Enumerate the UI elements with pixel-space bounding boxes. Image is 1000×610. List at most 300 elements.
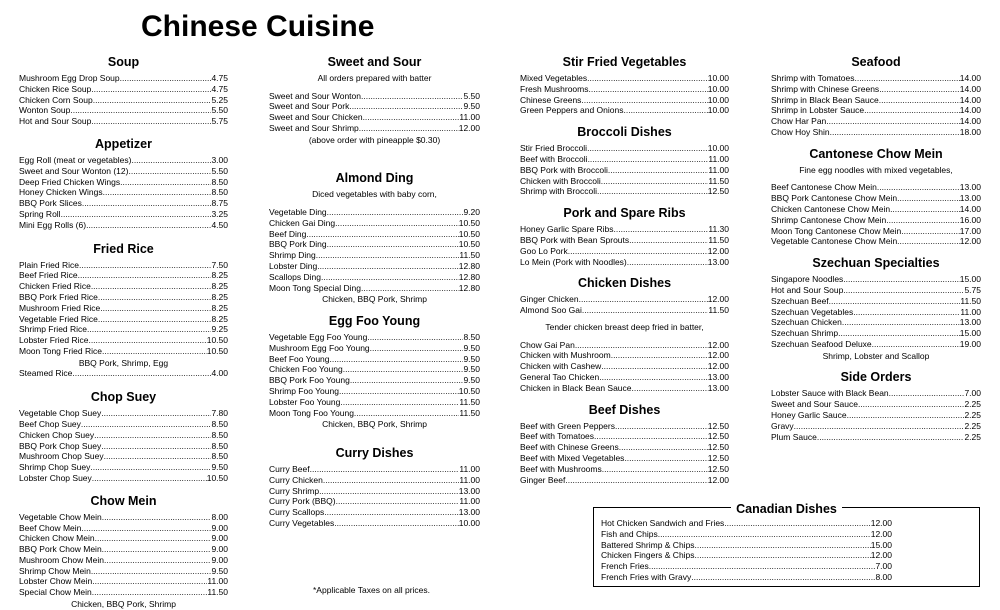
dot-leader xyxy=(349,101,463,112)
item-price: 18.00 xyxy=(959,126,981,137)
item-price: 11.30 xyxy=(708,224,729,235)
dot-leader xyxy=(565,475,707,486)
menu-column-1 xyxy=(19,55,228,610)
item-price: 11.50 xyxy=(459,396,480,407)
item-name: Hot and Sour Soup xyxy=(19,116,92,127)
item-price: 17.00 xyxy=(959,225,981,236)
dot-leader xyxy=(886,215,959,226)
menu-item xyxy=(520,105,729,116)
menu-item xyxy=(19,451,228,462)
item-name: Egg Roll (meat or vegetables) xyxy=(19,154,132,165)
item-name: Spring Roll xyxy=(19,208,61,219)
note-line: Chicken, BBQ Pork, Shrimp xyxy=(322,419,427,430)
canadian-items xyxy=(601,518,892,583)
dot-leader xyxy=(87,324,211,335)
dot-leader xyxy=(594,431,708,442)
menu-item xyxy=(520,143,729,154)
section-title: Chow Mein xyxy=(90,493,157,508)
item-price: 7.00 xyxy=(964,388,981,399)
item-name: Sweet and Sour Wonton xyxy=(269,90,361,101)
item-price: 12.00 xyxy=(707,350,729,361)
item-price: 12.00 xyxy=(707,245,729,256)
dot-leader xyxy=(359,123,459,134)
item-price: 2.25 xyxy=(964,399,981,410)
dot-leader xyxy=(100,303,211,314)
dot-leader xyxy=(82,198,212,209)
item-name: Almond Soo Gai xyxy=(520,305,582,316)
menu-section xyxy=(520,55,729,116)
dot-leader xyxy=(93,95,212,106)
item-price: 12.00 xyxy=(707,294,729,305)
item-name: Sweet and Sour Wonton (12) xyxy=(19,165,129,176)
dot-leader xyxy=(581,95,707,106)
menu-item xyxy=(771,215,981,226)
note-line: Fine egg noodles with mixed vegetables, xyxy=(799,164,953,175)
item-price: 11.00 xyxy=(459,474,480,485)
dot-leader xyxy=(354,408,459,419)
menu-item xyxy=(520,294,729,305)
dot-leader xyxy=(897,236,960,247)
item-price: 9.25 xyxy=(211,324,228,335)
item-price: 15.00 xyxy=(959,274,981,285)
item-price: 4.50 xyxy=(211,219,228,230)
item-name: Shrimp Ding xyxy=(269,250,316,261)
item-name: Chicken with Cashew xyxy=(520,361,602,372)
dot-leader xyxy=(310,464,460,475)
item-price: 14.00 xyxy=(959,73,981,83)
item-name: Plain Fried Rice xyxy=(19,259,79,270)
dot-leader xyxy=(847,410,965,421)
menu-item xyxy=(19,292,228,303)
menu-item xyxy=(19,105,228,116)
dot-leader xyxy=(568,246,708,257)
item-name: Stir Fried Broccoli xyxy=(520,143,588,154)
item-price: 10.00 xyxy=(707,143,729,154)
dot-leader xyxy=(94,430,211,441)
menu-section xyxy=(771,55,981,138)
dot-leader xyxy=(579,294,708,305)
menu-item xyxy=(520,464,729,475)
dot-leader xyxy=(340,397,459,408)
item-name: Vegetable Fried Rice xyxy=(19,313,98,324)
item-name: Mini Egg Rolls (6) xyxy=(19,219,87,230)
item-name: Curry Vegetables xyxy=(269,517,335,528)
menu-item xyxy=(269,386,480,397)
menu-section xyxy=(520,125,729,197)
dot-leader xyxy=(335,218,459,229)
item-price: 11.50 xyxy=(708,305,729,316)
item-price: 8.25 xyxy=(211,302,228,313)
item-name: Curry Chicken xyxy=(269,474,323,485)
item-price: 9.50 xyxy=(211,462,228,473)
menu-item xyxy=(520,431,729,442)
item-name: Goo Lo Pork xyxy=(520,245,568,256)
menu-item xyxy=(269,464,480,475)
menu-section xyxy=(19,390,228,484)
menu-item xyxy=(771,421,981,432)
dot-leader xyxy=(582,305,708,316)
menu-column-2 xyxy=(269,55,480,529)
item-price: 7.50 xyxy=(211,259,228,270)
dot-leader xyxy=(588,154,709,165)
dot-leader xyxy=(627,257,708,268)
item-price: 8.25 xyxy=(211,313,228,324)
item-name: Chicken Chow Mein xyxy=(19,533,95,544)
menu-item xyxy=(520,421,729,432)
item-name: Beef Foo Young xyxy=(269,353,330,364)
item-price: 11.00 xyxy=(459,496,480,507)
dot-leader xyxy=(853,307,960,318)
dot-leader xyxy=(327,239,459,250)
item-name: Beef Chop Suey xyxy=(19,418,81,429)
item-price: 4.75 xyxy=(211,73,228,83)
menu-item xyxy=(520,165,729,176)
item-price: 11.00 xyxy=(708,164,729,175)
item-price: 12.50 xyxy=(707,420,729,431)
menu-item xyxy=(19,166,228,177)
item-price: 11.00 xyxy=(459,463,480,474)
item-name: Chicken Rice Soup xyxy=(19,83,92,94)
menu-item xyxy=(19,220,228,231)
menu-item xyxy=(19,368,228,379)
item-name: French Fries with Gravy xyxy=(601,571,692,582)
item-name: BBQ Pork Ding xyxy=(269,239,327,250)
dot-leader xyxy=(128,166,211,177)
item-price: 16.00 xyxy=(959,214,981,225)
dot-leader xyxy=(324,507,458,518)
item-name: BBQ Pork Chow Mein xyxy=(19,544,102,555)
note-line: Diced vegetables with baby corn, xyxy=(312,189,437,200)
menu-item xyxy=(520,361,729,372)
item-name: Szechuan Beef xyxy=(771,295,829,306)
menu-item xyxy=(269,332,480,343)
section-title: Egg Foo Young xyxy=(328,313,421,328)
item-price: 10.50 xyxy=(206,335,228,346)
menu-item xyxy=(269,261,480,272)
item-price: 4.00 xyxy=(211,368,228,379)
item-price: 11.00 xyxy=(459,112,480,123)
note-line: Chicken, BBQ Pork, Shrimp xyxy=(71,599,176,610)
item-name: Lobster Ding xyxy=(269,260,318,271)
section-title: Chop Suey xyxy=(90,390,157,405)
menu-item xyxy=(269,408,480,419)
item-price: 14.00 xyxy=(959,203,981,214)
item-name: Chicken Chop Suey xyxy=(19,429,95,440)
item-price: 10.00 xyxy=(707,73,729,83)
item-price: 12.50 xyxy=(707,431,729,442)
section-note xyxy=(269,419,480,430)
note-line: All orders prepared with batter xyxy=(317,73,432,83)
item-price: 12.80 xyxy=(458,282,480,293)
item-price: 19.00 xyxy=(959,338,981,349)
menu-item xyxy=(19,523,228,534)
item-price: 8.50 xyxy=(211,176,228,187)
dot-leader xyxy=(872,339,960,350)
item-name: Shrimp in Black Bean Sauce xyxy=(771,94,879,105)
item-price: 5.50 xyxy=(463,90,480,101)
item-price: 12.50 xyxy=(707,442,729,453)
dot-leader xyxy=(350,375,464,386)
menu-item xyxy=(269,475,480,486)
item-price: 5.50 xyxy=(211,165,228,176)
item-price: 11.50 xyxy=(207,587,228,598)
dot-leader xyxy=(306,229,458,240)
menu-section xyxy=(19,242,228,380)
section-title: Cantonese Chow Mein xyxy=(809,146,943,161)
dot-leader xyxy=(897,193,960,204)
item-name: Mushroom Egg Foo Young xyxy=(269,342,370,353)
menu-item xyxy=(19,187,228,198)
menu-item xyxy=(19,566,228,577)
dot-leader xyxy=(623,105,707,116)
tax-footnote: *Applicable Taxes on all prices. xyxy=(313,585,431,595)
menu-item xyxy=(19,419,228,430)
dot-leader xyxy=(901,226,959,237)
menu-item xyxy=(771,116,981,127)
menu-section xyxy=(771,147,981,247)
canadian-dishes-box xyxy=(593,502,980,587)
item-price: 14.00 xyxy=(959,83,981,94)
item-price: 12.80 xyxy=(458,260,480,271)
dot-leader xyxy=(327,207,464,218)
dot-leader xyxy=(658,529,871,540)
item-name: Szechuan Chicken xyxy=(771,317,842,328)
dot-leader xyxy=(103,187,212,198)
item-name: Beef Cantonese Chow Mein xyxy=(771,182,877,193)
item-price: 11.00 xyxy=(207,576,228,587)
menu-item xyxy=(601,561,892,572)
menu-item xyxy=(520,453,729,464)
item-price: 14.00 xyxy=(959,94,981,105)
menu-item xyxy=(771,296,981,307)
menu-item xyxy=(19,314,228,325)
item-price: 13.00 xyxy=(959,317,981,328)
menu-item xyxy=(601,529,892,540)
item-name: Vegetable Chop Suey xyxy=(19,408,102,419)
dot-leader xyxy=(79,260,211,271)
menu-item xyxy=(19,441,228,452)
dot-leader xyxy=(120,73,212,84)
item-price: 12.50 xyxy=(707,186,729,197)
dot-leader xyxy=(864,105,960,116)
dot-leader xyxy=(61,209,212,220)
menu-item xyxy=(520,372,729,383)
item-name: Mushroom Fried Rice xyxy=(19,302,101,313)
section-title: Szechuan Specialties xyxy=(812,256,940,271)
item-price: 10.00 xyxy=(707,94,729,105)
dot-leader xyxy=(794,421,965,432)
item-price: 13.00 xyxy=(959,182,981,193)
section-title: Curry Dishes xyxy=(335,445,414,460)
item-name: Battered Shrimp & Chips xyxy=(601,539,695,550)
item-name: Steamed Rice xyxy=(19,368,73,379)
item-price: 10.50 xyxy=(458,239,480,250)
menu-item xyxy=(19,408,228,419)
section-title: Chicken Dishes xyxy=(577,276,672,291)
menu-item xyxy=(269,364,480,375)
item-name: Lobster Chow Mein xyxy=(19,576,93,587)
menu-item xyxy=(19,555,228,566)
menu-item xyxy=(601,572,892,583)
section-title: Stir Fried Vegetables xyxy=(562,55,687,69)
item-name: Shrimp Chop Suey xyxy=(19,462,91,473)
dot-leader xyxy=(131,155,211,166)
menu-item xyxy=(269,250,480,261)
menu-item xyxy=(601,518,892,529)
menu-item xyxy=(19,430,228,441)
item-name: Curry Scallops xyxy=(269,507,325,518)
dot-leader xyxy=(838,328,960,339)
item-name: Moon Tong Foo Young xyxy=(269,407,354,418)
dot-leader xyxy=(370,343,464,354)
item-name: BBQ Pork Slices xyxy=(19,198,82,209)
dot-leader xyxy=(72,368,211,379)
item-name: Moon Tong Fried Rice xyxy=(19,345,102,356)
item-name: Hot and Sour Soup xyxy=(771,284,844,295)
menu-item xyxy=(771,274,981,285)
item-price: 9.50 xyxy=(211,565,228,576)
item-name: Vegetable Cantonese Chow Mein xyxy=(771,236,898,247)
item-price: 9.50 xyxy=(463,101,480,112)
menu-item xyxy=(269,486,480,497)
item-name: Shrimp Chow Mein xyxy=(19,565,91,576)
item-name: Beef with Tomatoes xyxy=(520,431,595,442)
item-name: Lobster Chop Suey xyxy=(19,472,92,483)
section-note xyxy=(771,351,981,362)
menu-item xyxy=(771,105,981,116)
menu-item xyxy=(771,84,981,95)
item-name: BBQ Pork Cantonese Chow Mein xyxy=(771,193,898,204)
item-price: 2.25 xyxy=(964,420,981,431)
dot-leader xyxy=(842,317,960,328)
dot-leader xyxy=(629,235,708,246)
item-price: 10.00 xyxy=(707,105,729,116)
dot-leader xyxy=(601,361,707,372)
item-name: BBQ Pork with Broccoli xyxy=(520,164,608,175)
item-name: Szechuan Vegetables xyxy=(771,306,854,317)
dot-leader xyxy=(91,566,212,577)
item-name: Curry Shrimp xyxy=(269,485,320,496)
item-name: Honey Garlic Sauce xyxy=(771,409,847,420)
item-price: 12.00 xyxy=(870,550,892,561)
dot-leader xyxy=(98,314,212,325)
dot-leader xyxy=(614,224,709,235)
menu-item xyxy=(771,339,981,350)
dot-leader xyxy=(321,272,459,283)
item-name: Lo Mein (Pork with Noodles) xyxy=(520,256,627,267)
item-name: General Tao Chicken xyxy=(520,371,600,382)
item-price: 9.00 xyxy=(211,544,228,555)
item-name: Honey Chicken Wings xyxy=(19,187,103,198)
menu-item xyxy=(19,512,228,523)
item-price: 8.50 xyxy=(211,429,228,440)
item-price: 4.75 xyxy=(211,83,228,94)
menu-item xyxy=(19,576,228,587)
item-name: Shrimp with Broccoli xyxy=(520,186,597,197)
item-name: BBQ Pork with Bean Sprouts xyxy=(520,234,630,245)
menu-item xyxy=(269,112,480,123)
menu-item xyxy=(19,533,228,544)
item-price: 9.50 xyxy=(463,353,480,364)
section-note xyxy=(269,135,480,146)
menu-item xyxy=(269,283,480,294)
menu-item xyxy=(269,496,480,507)
item-name: Moon Tong Cantonese Chow Mein xyxy=(771,225,902,236)
item-name: Fresh Mushrooms xyxy=(520,83,589,94)
menu-item xyxy=(771,388,981,399)
dot-leader xyxy=(649,561,876,572)
section-title-wrap xyxy=(594,500,979,518)
item-name: Beef with Broccoli xyxy=(520,153,588,164)
note-line: BBQ Pork, Shrimp, Egg xyxy=(78,357,169,368)
dot-leader xyxy=(92,576,207,587)
note-line: Tender chicken breast deep fried in batter, xyxy=(545,321,704,332)
dot-leader xyxy=(843,274,959,285)
item-name: Shrimp Cantonese Chow Mein xyxy=(771,214,887,225)
menu-item xyxy=(771,127,981,138)
menu-item xyxy=(19,270,228,281)
item-price: 11.50 xyxy=(459,407,480,418)
menu-section xyxy=(19,137,228,231)
item-price: 3.00 xyxy=(211,154,228,165)
section-title: Pork and Spare Ribs xyxy=(563,206,686,221)
section-title: Almond Ding xyxy=(335,171,414,186)
item-name: Ginger Chicken xyxy=(520,294,579,305)
item-name: Green Peppers and Onions xyxy=(520,105,624,116)
item-price: 12.80 xyxy=(458,271,480,282)
menu-item xyxy=(269,101,480,112)
item-name: Beef Chow Mein xyxy=(19,522,82,533)
dot-leader xyxy=(81,523,211,534)
dot-leader xyxy=(575,340,708,351)
item-price: 11.50 xyxy=(708,234,729,245)
item-price: 9.00 xyxy=(211,522,228,533)
menu-item xyxy=(19,177,228,188)
dot-leader xyxy=(343,364,464,375)
note-line: Shrimp, Lobster and Scallop xyxy=(822,350,930,361)
section-note xyxy=(520,322,729,333)
dot-leader xyxy=(86,220,211,231)
item-price: 10.00 xyxy=(707,83,729,94)
item-name: Sweet and Sour Sauce xyxy=(771,399,858,410)
menu-item xyxy=(520,442,729,453)
item-name: BBQ Pork Foo Young xyxy=(269,375,350,386)
menu-item xyxy=(19,95,228,106)
item-price: 9.20 xyxy=(463,206,480,217)
menu-item xyxy=(520,224,729,235)
item-name: French Fries xyxy=(601,561,649,572)
item-price: 5.75 xyxy=(964,284,981,295)
section-note xyxy=(269,294,480,305)
item-name: Sweet and Sour Shrimp xyxy=(269,122,359,133)
menu-item xyxy=(520,383,729,394)
item-price: 11.50 xyxy=(708,175,729,186)
menu-item xyxy=(771,204,981,215)
item-price: 9.50 xyxy=(463,375,480,386)
menu-section xyxy=(520,403,729,486)
menu-item xyxy=(520,186,729,197)
note-line: (above order with pineapple $0.30) xyxy=(308,134,441,145)
dot-leader xyxy=(336,496,460,507)
menu-item xyxy=(771,410,981,421)
menu-section xyxy=(269,171,480,305)
menu-item xyxy=(520,340,729,351)
dot-leader xyxy=(724,518,870,529)
item-price: 8.25 xyxy=(211,270,228,281)
section-title: Seafood xyxy=(851,55,901,69)
item-price: 12.00 xyxy=(707,339,729,350)
menu-item xyxy=(520,257,729,268)
